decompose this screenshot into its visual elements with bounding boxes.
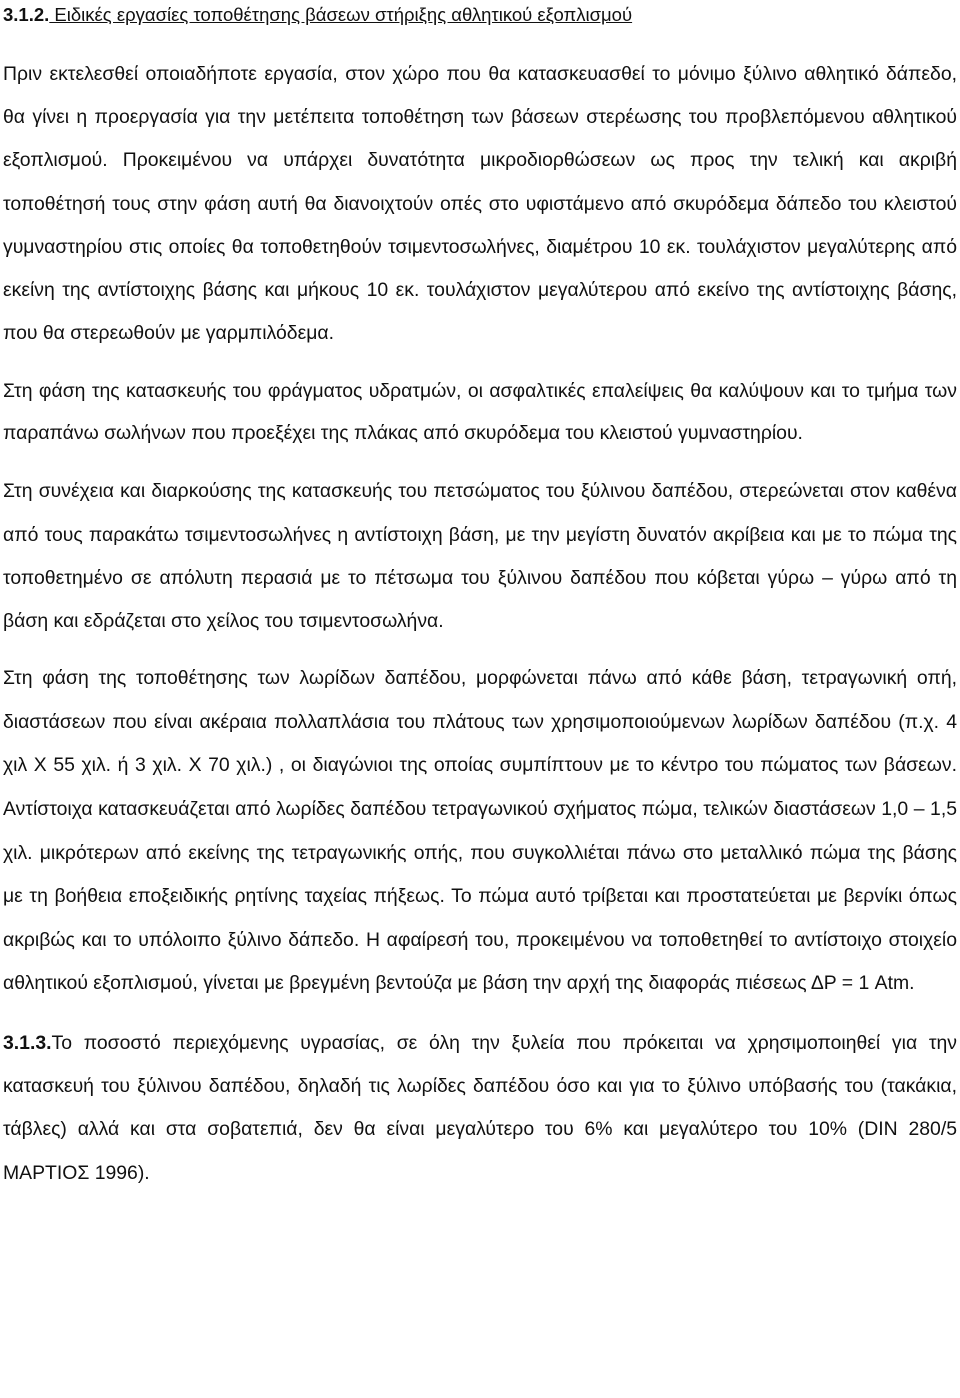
section-number: 3.1.2. [3, 4, 50, 25]
subsection-text: Το ποσοστό περιεχόμενης υγρασίας, σε όλη την ξυλεία που πρόκειται να χρησιμοποιηθεί για την κατασκευή του ξύλινου δαπέδου, δηλαδή τις λωρίδες δαπέδου όσο και για το ξύλινο υπόβασής του (τακάκια, τάβλες) αλλά και στα σοβατεπιά, δεν θα είναι μεγαλύτερο του 6% και μεγαλύτερο του 10% (DIN 280/5 ΜΑΡΤΙΟΣ 1996). [3, 1031, 957, 1184]
section-heading [3, 4, 957, 26]
paragraph-preparation: Πριν εκτελεσθεί οποιαδήποτε εργασία, στον χώρο που θα κατασκευασθεί το μόνιμο ξύλινο αθλητικό δάπεδο, θα γίνει η προεργασία για την μετέπειτα τοποθέτηση των βάσεων στερέωσης του προβλεπόμενου αθλητικού εξοπλισμού. Προκειμένου να υπάρχει δυνατότητα μικροδιορθώσεων ως προς την τελική και ακριβή τοποθέτησή τους στην φάση αυτή θα διανοιχτούν οπές στο υφιστάμενο από σκυρόδεμα δάπεδο του κλειστού γυμναστηρίου στις οποίες θα τοποθετηθούν τσιμεντοσωλήνες, διαμέτρου 10 εκ. τουλάχιστον μεγαλύτερης από εκείνη της αντίστοιχης βάσης και μήκους 10 εκ. τουλάχιστον μεγαλύτερου από εκείνο της αντίστοιχης βάσης, που θα στερεωθούν με γαρμπιλόδεμα. [3, 63, 957, 345]
paragraph-base-fixing: Στη συνέχεια και διαρκούσης της κατασκευής του πετσώματος του ξύλινου δαπέδου, στερεώνεται στον καθένα από τους παρακάτω τσιμεντοσωλήνες η αντίστοιχη βάση, με την μεγίστη δυνατόν ακρίβεια και με το πώμα της τοποθετημένο σε απόλυτη περασιά με το πέτσωμα του ξύλινου δαπέδου που κόβεται γύρω – γύρω από τη βάση και εδράζεται στο χείλος του τσιμεντοσωλήνα. [3, 480, 957, 633]
section-title: Ειδικές εργασίες τοποθέτησης βάσεων στήριξης αθλητικού εξοπλισμού [49, 4, 633, 25]
paragraph-vapor-barrier: Στη φάση της κατασκευής του φράγματος υδρατμών, οι ασφαλτικές επαλείψεις θα καλύψουν και το τμήμα των παραπάνω σωλήνων που προεξέχει της πλάκας από σκυρόδεμα του κλειστού γυμναστηρίου. [3, 380, 957, 444]
paragraph-moisture [3, 1022, 957, 1195]
paragraph-floor-strips: Στη φάση της τοποθέτησης των λωρίδων δαπέδου, μορφώνεται πάνω από κάθε βάση, τετραγωνική οπή, διαστάσεων που είναι ακέραια πολλαπλάσια του πλάτους των χρησιμοποιούμενων λωρίδων δαπέδου (π.χ. 4 χιλ Χ 55 χιλ. ή 3 χιλ. Χ 70 χιλ.) , οι διαγώνιοι της οποίας συμπίπτουν με το κέντρο του πώματος των βάσεων. Αντίστοιχα κατασκευάζεται από λωρίδες δαπέδου τετραγωνικού σχήματος πώμα, τελικών διαστάσεων 1,0 – 1,5 χιλ. μικρότερων από εκείνης της τετραγωνικής οπής, που συγκολλιέται πάνω στο μεταλλικό πώμα της βάσης με τη βοήθεια εποξειδικής ρητίνης ταχείας πήξεως. Το πώμα αυτό τρίβεται και προστατεύεται με βερνίκι όπως ακριβώς και το υπόλοιπο ξύλινο δάπεδο. Η αφαίρεσή του, προκειμένου να τοποθετηθεί το αντίστοιχο στοιχείο αθλητικού εξοπλισμού, γίνεται με βρεγμένη βεντούζα με βάση την αρχή της διαφοράς πιέσεως ΔΡ = 1 Atm. [3, 667, 957, 995]
document-page [3, 0, 957, 1195]
subsection-number: 3.1.3. [3, 1031, 52, 1054]
